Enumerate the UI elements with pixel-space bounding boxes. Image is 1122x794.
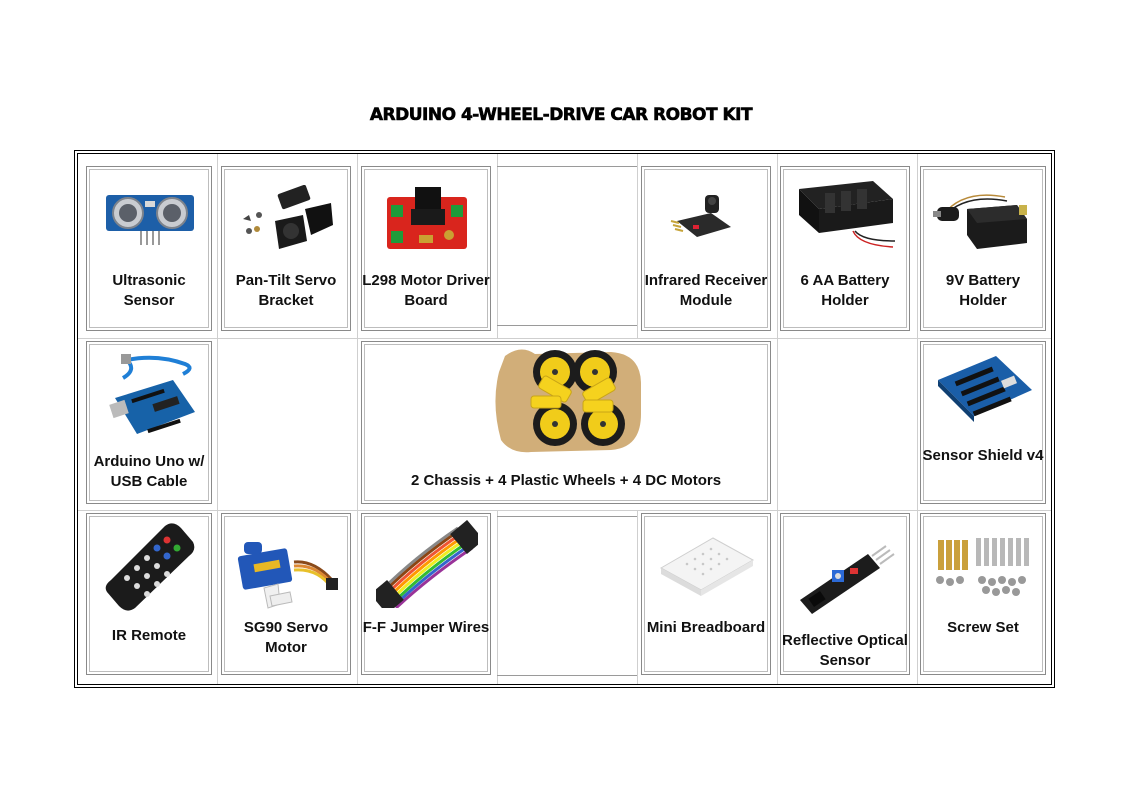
item-label: 6 AA Battery Holder [800,272,890,309]
grid-line [357,154,358,684]
empty-slot [497,166,637,326]
sensor-shield-icon [932,350,1036,430]
9v-holder-icon [933,175,1033,251]
item-label: 2 Chassis + 4 Plastic Wheels + 4 DC Motors [410,472,722,489]
arduino-uno-icon [97,350,203,446]
item-chassis-kit [361,341,771,504]
grid-line [78,338,1051,339]
grid-line [917,154,918,684]
infrared-receiver-icon [667,187,747,247]
item-label: Pan-Tilt Servo Bracket [235,272,337,309]
item-label: Mini Breadboard [646,619,766,636]
grid-line [637,154,638,338]
jumper-wires-icon [376,520,478,608]
item-pan-tilt-bracket [221,166,351,331]
grid-line [78,510,1051,511]
ir-remote-icon [103,520,199,612]
item-infrared-receiver [641,166,771,331]
item-label: Screw Set [947,619,1019,636]
breadboard-icon [657,528,757,598]
grid-line [217,154,218,684]
item-screw-set [920,513,1046,675]
item-label: Arduino Uno w/ USB Cable [93,453,205,490]
item-label: SG90 Servo Motor [243,619,329,656]
item-label: L298 Motor Driver Board [362,272,490,309]
item-ir-remote [86,513,212,675]
item-ultrasonic-sensor [86,166,212,331]
item-aa-battery-holder [780,166,910,331]
item-sensor-shield [920,341,1046,504]
item-mini-breadboard [641,513,771,675]
item-sg90-servo [221,513,351,675]
item-label: Infrared Receiver Module [644,272,768,309]
item-label: Ultrasonic Sensor [112,272,186,309]
item-jumper-wires [361,513,491,675]
grid-line [637,510,638,684]
empty-slot [497,516,637,676]
page-title: ARDUINO 4-WHEEL-DRIVE CAR ROBOT KIT [369,105,753,125]
item-label: Reflective Optical Sensor [782,632,908,669]
reflective-sensor-icon [796,534,896,618]
motor-driver-icon [379,183,475,253]
item-reflective-sensor [780,513,910,675]
item-label: F-F Jumper Wires [362,619,490,636]
battery-holder-icon [793,175,899,251]
item-arduino-uno [86,341,212,504]
servo-motor-icon [234,532,340,612]
screw-set-icon [932,534,1036,604]
pan-tilt-bracket-icon [235,185,339,255]
item-label: Sensor Shield v4 [922,447,1044,464]
item-9v-battery-holder [920,166,1046,331]
ultrasonic-sensor-icon [100,189,200,249]
item-label: 9V Battery Holder [945,272,1021,309]
item-l298-driver [361,166,491,331]
chassis-wheels-icon [491,344,647,458]
item-label: IR Remote [111,627,187,644]
grid-line [777,154,778,684]
